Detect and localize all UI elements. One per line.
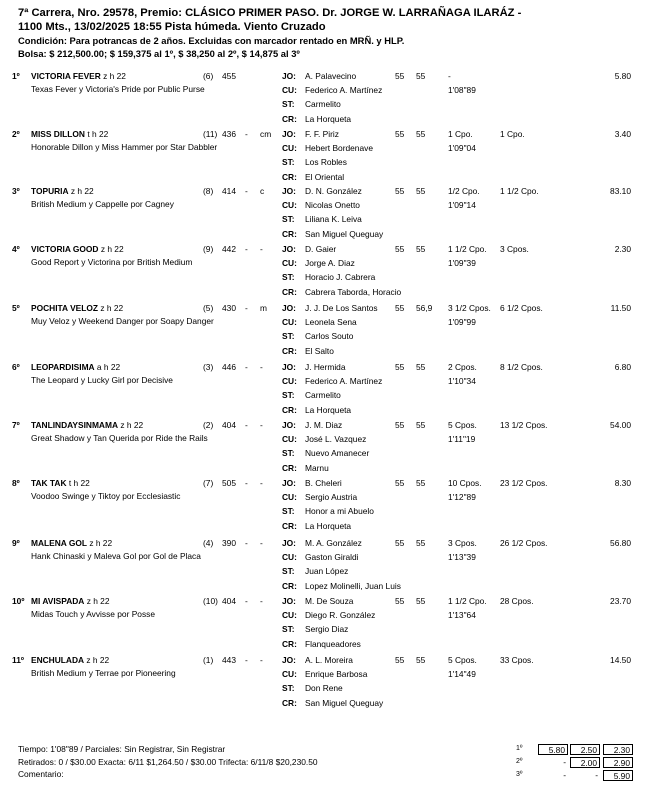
horse-breeding: British Medium y Cappelle por Cagney — [31, 199, 174, 209]
finish-time: 1'11"19 — [448, 434, 476, 444]
horse-line — [31, 655, 109, 666]
finish-time: 1'08"89 — [448, 85, 476, 95]
distance-to-winner: 26 1/2 Cpos. — [500, 538, 548, 548]
payoff-win: 5.80 — [538, 744, 568, 755]
trainer-name: Enrique Barbosa — [305, 669, 368, 679]
horse-breeding: The Leopard y Lucky Girl por Decisive — [31, 375, 173, 385]
distance-behind: 3 1/2 Cpos. — [448, 303, 491, 313]
assigned-weight: 55 — [395, 420, 405, 430]
distance-behind: - — [448, 71, 451, 81]
assigned-weight: 55 — [395, 129, 405, 139]
payoff-show: 2.90 — [603, 757, 633, 768]
distance-to-winner: 33 Cpos. — [500, 655, 534, 665]
trainer-label: CU: — [282, 200, 297, 210]
distance-behind: 1 Cpo. — [448, 129, 473, 139]
distance-to-winner: 8 1/2 Cpos. — [500, 362, 543, 372]
equipment-flag: cm — [260, 129, 272, 139]
horse-weight: 455 — [222, 71, 236, 81]
carried-weight: 55 — [416, 420, 426, 430]
horse-line — [31, 129, 108, 140]
trainer-label: CU: — [282, 376, 297, 386]
medication-flag: - — [245, 129, 248, 139]
result-entry — [0, 303, 658, 361]
horse-breeding: Texas Fever y Victoria's Pride por Public Purse — [31, 84, 205, 94]
breeder-name: San Miguel Queguay — [305, 698, 384, 708]
distance-behind: 3 Cpos. — [448, 538, 477, 548]
horse-breeding: Good Report y Victorina por British Medium — [31, 257, 193, 267]
medication-flag: - — [245, 478, 248, 488]
equipment-flag: m — [260, 303, 267, 313]
jockey-name: A. L. Moreira — [305, 655, 353, 665]
finish-position: 11º — [12, 655, 24, 665]
breeder-label: CR: — [282, 521, 297, 531]
horse-weight: 390 — [222, 538, 236, 548]
breeder-name: La Horqueta — [305, 114, 352, 124]
result-entry — [0, 71, 658, 129]
carried-weight: 55 — [416, 71, 426, 81]
horse-name: POCHITA VELOZ — [31, 303, 98, 313]
finish-time: 1'14"49 — [448, 669, 476, 679]
distance-behind: 5 Cpos. — [448, 420, 477, 430]
jockey-name: J. J. De Los Santos — [305, 303, 378, 313]
carried-weight: 56,9 — [416, 303, 433, 313]
carried-weight: 55 — [416, 186, 426, 196]
payoff-table — [508, 743, 638, 782]
post-position: (4) — [203, 538, 214, 548]
odds: 8.30 — [614, 478, 631, 488]
trainer-name: Sergio Austria — [305, 492, 358, 502]
horse-breeding: British Medium y Terrae por Pioneering — [31, 668, 176, 678]
horse-weight: 446 — [222, 362, 236, 372]
horse-name: TAK TAK — [31, 478, 67, 488]
trainer-name: José L. Vazquez — [305, 434, 367, 444]
stud-label: ST: — [282, 214, 295, 224]
result-entry — [0, 362, 658, 420]
finish-position: 8º — [12, 478, 20, 488]
distance-behind: 1 1/2 Cpo. — [448, 596, 487, 606]
equipment-flag: c — [260, 186, 265, 196]
distance-to-winner: 23 1/2 Cpos. — [500, 478, 548, 488]
stud-label: ST: — [282, 390, 295, 400]
horse-name: TOPURIA — [31, 186, 69, 196]
horse-weight: 414 — [222, 186, 236, 196]
result-entry — [0, 420, 658, 478]
horse-line — [31, 303, 123, 314]
equipment-flag: - — [260, 478, 263, 488]
horse-breeding: Honorable Dillon y Miss Hammer por Star Dabbler — [31, 142, 218, 152]
post-position: (11) — [203, 129, 218, 139]
jockey-label: JO: — [282, 538, 296, 548]
horse-weight: 442 — [222, 244, 236, 254]
equipment-flag: - — [260, 655, 263, 665]
distance-to-winner: 13 1/2 Cpos. — [500, 420, 548, 430]
trainer-label: CU: — [282, 317, 297, 327]
horse-breeding: Midas Touch y Avvisse por Posse — [31, 609, 155, 619]
horse-line — [31, 538, 112, 549]
result-entry — [0, 186, 658, 244]
payoff-row — [508, 743, 638, 756]
horse-sex-age: z h 22 — [70, 186, 94, 196]
carried-weight: 55 — [416, 596, 426, 606]
stud-name: Los Robles — [305, 157, 347, 167]
breeder-label: CR: — [282, 287, 297, 297]
breeder-name: San Miguel Queguay — [305, 229, 384, 239]
stud-label: ST: — [282, 448, 295, 458]
finish-position: 9º — [12, 538, 20, 548]
breeder-name: La Horqueta — [305, 521, 352, 531]
jockey-name: M. A. González — [305, 538, 362, 548]
odds: 83.10 — [610, 186, 631, 196]
horse-sex-age: a h 22 — [96, 362, 121, 372]
distance-behind: 1/2 Cpo. — [448, 186, 480, 196]
horse-sex-age: z h 22 — [86, 655, 110, 665]
finish-position: 1º — [12, 71, 20, 81]
result-entry — [0, 129, 658, 187]
assigned-weight: 55 — [395, 186, 405, 196]
horse-breeding: Great Shadow y Tan Querida por Ride the Rails — [31, 433, 208, 443]
assigned-weight: 55 — [395, 596, 405, 606]
trainer-label: CU: — [282, 143, 297, 153]
horse-line — [31, 596, 110, 607]
horse-name: TANLINDAYSINMAMA — [31, 420, 119, 430]
stud-name: Horacio J. Cabrera — [305, 272, 376, 282]
finish-position: 2º — [12, 129, 20, 139]
finish-position: 10º — [12, 596, 25, 606]
breeder-label: CR: — [282, 639, 297, 649]
result-entry — [0, 244, 658, 302]
payoff-win: - — [563, 770, 566, 780]
trainer-label: CU: — [282, 492, 297, 502]
distance-behind: 2 Cpos. — [448, 362, 477, 372]
distance-behind: 5 Cpos. — [448, 655, 477, 665]
trainer-label: CU: — [282, 669, 297, 679]
jockey-name: J. Hermida — [305, 362, 346, 372]
stud-name: Liliana K. Leiva — [305, 214, 362, 224]
horse-breeding: Voodoo Swinge y Tiktoy por Ecclesiastic — [31, 491, 181, 501]
jockey-name: A. Palavecino — [305, 71, 357, 81]
payoff-win: - — [563, 757, 566, 767]
assigned-weight: 55 — [395, 655, 405, 665]
finish-time: 1'13"39 — [448, 552, 476, 562]
jockey-label: JO: — [282, 71, 296, 81]
horse-name: MISS DILLON — [31, 129, 85, 139]
medication-flag: - — [245, 244, 248, 254]
trainer-name: Federico A. Martínez — [305, 376, 383, 386]
jockey-name: D. N. González — [305, 186, 362, 196]
breeder-label: CR: — [282, 405, 297, 415]
trainer-label: CU: — [282, 85, 297, 95]
breeder-name: Cabrera Taborda, Horacio — [305, 287, 402, 297]
trainer-name: Diego R. González — [305, 610, 376, 620]
horse-weight: 404 — [222, 420, 236, 430]
horse-line — [31, 420, 143, 431]
breeder-label: CR: — [282, 463, 297, 473]
result-entry — [0, 538, 658, 596]
horse-name: MI AVISPADA — [31, 596, 85, 606]
finish-position: 6º — [12, 362, 20, 372]
race-title-line2: 1100 Mts., 13/02/2025 18:55 Pista húmeda. Viento Cruzado — [18, 21, 326, 33]
stud-label: ST: — [282, 331, 295, 341]
stud-label: ST: — [282, 683, 295, 693]
jockey-label: JO: — [282, 655, 296, 665]
jockey-name: M. De Souza — [305, 596, 354, 606]
payoff-row — [508, 756, 638, 769]
horse-weight: 404 — [222, 596, 236, 606]
post-position: (8) — [203, 186, 214, 196]
finish-time: 1'13"64 — [448, 610, 476, 620]
odds: 23.70 — [610, 596, 631, 606]
odds: 56.80 — [610, 538, 631, 548]
jockey-label: JO: — [282, 478, 296, 488]
post-position: (2) — [203, 420, 214, 430]
horse-line — [31, 186, 94, 197]
stud-label: ST: — [282, 506, 295, 516]
horse-name: LEOPARDISIMA — [31, 362, 95, 372]
breeder-label: CR: — [282, 229, 297, 239]
trainer-label: CU: — [282, 610, 297, 620]
stud-name: Carlos Souto — [305, 331, 354, 341]
stud-name: Don Rene — [305, 683, 343, 693]
distance-to-winner: 1 Cpo. — [500, 129, 525, 139]
trainer-label: CU: — [282, 434, 297, 444]
trainer-name: Federico A. Martínez — [305, 85, 383, 95]
carried-weight: 55 — [416, 362, 426, 372]
jockey-label: JO: — [282, 129, 296, 139]
breeder-name: Flanqueadores — [305, 639, 361, 649]
payoff-show: 5.90 — [603, 770, 633, 781]
stud-name: Honor a mi Abuelo — [305, 506, 374, 516]
breeder-label: CR: — [282, 172, 297, 182]
horse-name: MALENA GOL — [31, 538, 87, 548]
breeder-name: El Oriental — [305, 172, 345, 182]
odds: 5.80 — [614, 71, 631, 81]
breeder-name: La Horqueta — [305, 405, 352, 415]
trainer-name: Jorge A. Diaz — [305, 258, 355, 268]
post-position: (1) — [203, 655, 214, 665]
horse-line — [31, 362, 120, 373]
race-times: Tiempo: 1'08"89 / Parciales: Sin Registrar, Sin Registrar — [18, 744, 226, 754]
assigned-weight: 55 — [395, 303, 405, 313]
race-comment: Comentario: — [18, 769, 64, 779]
post-position: (7) — [203, 478, 214, 488]
post-position: (6) — [203, 71, 214, 81]
jockey-label: JO: — [282, 186, 296, 196]
jockey-name: D. Gaier — [305, 244, 337, 254]
breeder-label: CR: — [282, 581, 297, 591]
horse-name: ENCHULADA — [31, 655, 85, 665]
breeder-label: CR: — [282, 346, 297, 356]
breeder-name: El Salto — [305, 346, 334, 356]
trainer-name: Hebert Bordenave — [305, 143, 373, 153]
medication-flag: - — [245, 362, 248, 372]
post-position: (5) — [203, 303, 214, 313]
jockey-name: F. F. Piriz — [305, 129, 339, 139]
medication-flag: - — [245, 420, 248, 430]
stud-name: Sergio Diaz — [305, 624, 349, 634]
carried-weight: 55 — [416, 655, 426, 665]
payoff-place: 2.50 — [570, 744, 600, 755]
trainer-label: CU: — [282, 258, 297, 268]
race-purse: Bolsa: $ 212,500.00; $ 159,375 al 1º, $ 38,250 al 2º, $ 14,875 al 3º — [18, 48, 300, 59]
finish-position: 7º — [12, 420, 20, 430]
trainer-name: Leonela Sena — [305, 317, 357, 327]
distance-to-winner: 6 1/2 Cpos. — [500, 303, 543, 313]
breeder-name: Lopez Molinelli, Juan Luis — [305, 581, 401, 591]
post-position: (9) — [203, 244, 214, 254]
jockey-label: JO: — [282, 420, 296, 430]
stud-label: ST: — [282, 624, 295, 634]
payoff-row — [508, 769, 638, 782]
horse-sex-age: t h 22 — [68, 478, 90, 488]
equipment-flag: - — [260, 538, 263, 548]
payoff-place: - — [595, 770, 598, 780]
odds: 14.50 — [610, 655, 631, 665]
payoff-show: 2.30 — [603, 744, 633, 755]
distance-behind: 10 Cpos. — [448, 478, 482, 488]
horse-sex-age: z h 22 — [120, 420, 144, 430]
stud-name: Nuevo Amanecer — [305, 448, 370, 458]
payoff-place: 2.00 — [570, 757, 600, 768]
result-entry — [0, 596, 658, 654]
odds: 3.40 — [614, 129, 631, 139]
assigned-weight: 55 — [395, 71, 405, 81]
finish-time: 1'09"14 — [448, 200, 476, 210]
horse-name: VICTORIA GOOD — [31, 244, 99, 254]
jockey-label: JO: — [282, 244, 296, 254]
finish-time: 1'09"99 — [448, 317, 476, 327]
horse-sex-age: z h 22 — [100, 244, 124, 254]
race-condition: Condición: Para potrancas de 2 años. Excluidas con marcador rentado en MRÑ. y HLP. — [18, 35, 405, 46]
payoff-position: 1º — [516, 745, 523, 752]
finish-time: 1'09"04 — [448, 143, 476, 153]
horse-line — [31, 71, 126, 82]
equipment-flag: - — [260, 596, 263, 606]
carried-weight: 55 — [416, 244, 426, 254]
finish-time: 1'09"39 — [448, 258, 476, 268]
carried-weight: 55 — [416, 538, 426, 548]
carried-weight: 55 — [416, 478, 426, 488]
stud-label: ST: — [282, 157, 295, 167]
post-position: (3) — [203, 362, 214, 372]
horse-weight: 436 — [222, 129, 236, 139]
medication-flag: - — [245, 186, 248, 196]
equipment-flag: - — [260, 244, 263, 254]
breeder-label: CR: — [282, 114, 297, 124]
post-position: (10) — [203, 596, 218, 606]
assigned-weight: 55 — [395, 244, 405, 254]
finish-position: 4º — [12, 244, 20, 254]
stud-label: ST: — [282, 272, 295, 282]
medication-flag: - — [245, 538, 248, 548]
horse-sex-age: z h 22 — [89, 538, 113, 548]
race-footer — [18, 743, 318, 781]
race-header — [18, 6, 648, 60]
assigned-weight: 55 — [395, 478, 405, 488]
stud-name: Juan López — [305, 566, 349, 576]
horse-line — [31, 478, 90, 489]
distance-to-winner: 1 1/2 Cpo. — [500, 186, 539, 196]
medication-flag: - — [245, 303, 248, 313]
stud-name: Carmelito — [305, 390, 341, 400]
result-entry — [0, 655, 658, 713]
odds: 54.00 — [610, 420, 631, 430]
trainer-name: Gaston Giraldi — [305, 552, 359, 562]
payoff-position: 2º — [516, 758, 523, 765]
distance-behind: 1 1/2 Cpo. — [448, 244, 487, 254]
stud-label: ST: — [282, 566, 295, 576]
stud-label: ST: — [282, 99, 295, 109]
horse-line — [31, 244, 124, 255]
odds: 2.30 — [614, 244, 631, 254]
horse-sex-age: t h 22 — [87, 129, 109, 139]
jockey-name: B. Cheleri — [305, 478, 342, 488]
race-bets: Retirados: 0 / $30.00 Exacta: 6/11 $1,264.50 / $30.00 Trifecta: 6/11/8 $20,230.50 — [18, 756, 318, 767]
distance-to-winner: 3 Cpos. — [500, 244, 529, 254]
jockey-label: JO: — [282, 596, 296, 606]
horse-sex-age: z h 22 — [100, 303, 124, 313]
carried-weight: 55 — [416, 129, 426, 139]
payoff-position: 3º — [516, 771, 523, 778]
finish-time: 1'10"34 — [448, 376, 476, 386]
stud-name: Carmelito — [305, 99, 341, 109]
race-title-line1: 7ª Carrera, Nro. 29578, Premio: CLÁSICO PRIMER PASO. Dr. JORGE W. LARRAÑAGA ILARÁZ - — [18, 7, 522, 19]
horse-sex-age: z h 22 — [86, 596, 110, 606]
finish-position: 3º — [12, 186, 20, 196]
breeder-name: Marnu — [305, 463, 329, 473]
result-entry — [0, 478, 658, 536]
equipment-flag: - — [260, 362, 263, 372]
horse-name: VICTORIA FEVER — [31, 71, 101, 81]
distance-to-winner: 28 Cpos. — [500, 596, 534, 606]
finish-position: 5º — [12, 303, 20, 313]
odds: 11.50 — [610, 303, 631, 313]
jockey-label: JO: — [282, 303, 296, 313]
horse-weight: 505 — [222, 478, 236, 488]
jockey-name: J. M. Diaz — [305, 420, 343, 430]
horse-sex-age: z h 22 — [103, 71, 126, 81]
horse-breeding: Hank Chinaski y Maleva Gol por Gol de Placa — [31, 551, 201, 561]
horse-weight: 430 — [222, 303, 236, 313]
trainer-name: Nicolas Onetto — [305, 200, 360, 210]
assigned-weight: 55 — [395, 362, 405, 372]
trainer-label: CU: — [282, 552, 297, 562]
assigned-weight: 55 — [395, 538, 405, 548]
odds: 6.80 — [614, 362, 631, 372]
finish-time: 1'12"89 — [448, 492, 476, 502]
medication-flag: - — [245, 596, 248, 606]
breeder-label: CR: — [282, 698, 297, 708]
jockey-label: JO: — [282, 362, 296, 372]
equipment-flag: - — [260, 420, 263, 430]
medication-flag: - — [245, 655, 248, 665]
horse-breeding: Muy Veloz y Weekend Danger por Soapy Danger — [31, 316, 214, 326]
horse-weight: 443 — [222, 655, 236, 665]
